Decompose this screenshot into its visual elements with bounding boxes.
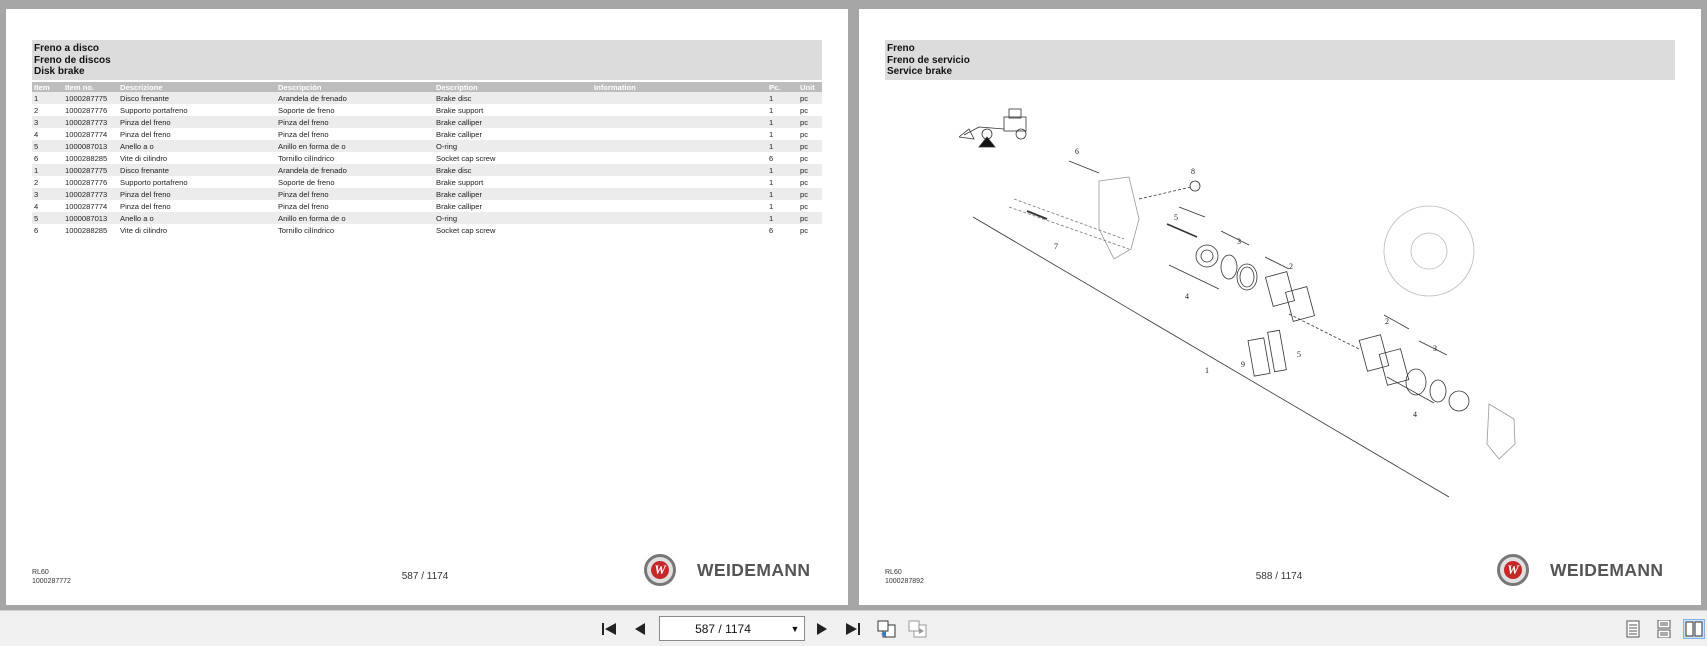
axle-line: [973, 217, 1449, 497]
cell-pc: 1: [767, 140, 798, 152]
cell-pc: 1: [767, 92, 798, 104]
cell-descrizione: Pinza del freno: [118, 188, 276, 200]
left-doc-no: 1000287772: [32, 578, 71, 585]
left-page: [6, 9, 848, 605]
table-row: [32, 176, 822, 188]
cell-description: Brake disc: [434, 164, 592, 176]
brand-wordmark: WEIDEMANN: [697, 560, 811, 580]
cell-description: Brake calliper: [434, 188, 592, 200]
cell-unit: pc: [798, 188, 822, 200]
table-row: [32, 128, 822, 140]
callout-9: 9: [1241, 360, 1245, 369]
cell-description: Brake support: [436, 105, 484, 115]
continuous-view-button[interactable]: [1653, 619, 1675, 639]
col-item-no: Item no.: [63, 82, 118, 92]
cell-descripcion: Soporte de freno: [278, 177, 335, 187]
cell-unit: pc: [800, 225, 809, 235]
callout-3b: 3: [1433, 344, 1437, 353]
cell-pc: 1: [769, 129, 774, 139]
cell-unit: pc: [798, 116, 822, 128]
right-doc-no: 1000287892: [885, 578, 924, 585]
cell-description: Socket cap screw: [436, 225, 496, 235]
right-title-en: Service brake: [887, 66, 953, 77]
cell-descrizione: Disco frenante: [118, 164, 276, 176]
cell-descripcion: Soporte de freno: [278, 105, 335, 115]
col-unit: Unit: [798, 82, 822, 92]
cell-descripcion: Anillo en forma de o: [276, 212, 434, 224]
left-title-es: Freno de discos: [34, 54, 111, 66]
callout-2: 2: [1289, 262, 1293, 271]
cell-descrizione: Supporto portafreno: [120, 105, 188, 115]
cell-descripcion: Arandela de frenado: [276, 92, 434, 104]
viewer-toolbar: [0, 610, 1707, 646]
table-row: [32, 140, 822, 152]
table-row: [32, 164, 822, 176]
first-page-button[interactable]: [598, 619, 620, 639]
cell-descrizione: Anello a o: [118, 140, 276, 152]
callout-1: 1: [1205, 366, 1209, 375]
cell-descrizione: Pinza del freno: [120, 129, 171, 139]
callout-7: 7: [1054, 242, 1058, 251]
col-descripcion: Descripción: [276, 82, 434, 92]
cell-item-no: 1000287775: [63, 164, 118, 176]
cell-descrizione: Vite di cilindro: [120, 225, 168, 235]
cell-descrizione: Supporto portafreno: [120, 177, 188, 187]
cell-descripcion: Pinza del freno: [276, 116, 434, 128]
cell-unit: pc: [800, 129, 809, 139]
table-row: [32, 188, 822, 200]
cell-pc: 1: [767, 212, 798, 224]
cell-descripcion: Pinza del freno: [278, 201, 329, 211]
page-number-input[interactable]: [659, 616, 805, 641]
weidemann-logo-icon: W: [1497, 554, 1529, 586]
cell-pc: 1: [769, 177, 774, 187]
cell-information: [592, 176, 767, 188]
cell-unit: pc: [800, 177, 809, 187]
right-page-number: 588 / 1174: [1255, 571, 1303, 582]
next-page-icon: [816, 622, 828, 636]
cell-descripcion: Pinza del freno: [276, 188, 434, 200]
cell-description: O-ring: [434, 212, 592, 224]
cell-pc: 1: [767, 116, 798, 128]
cell-descrizione: Pinza del freno: [120, 201, 171, 211]
cell-information: [592, 188, 767, 200]
cell-item: 2: [34, 105, 39, 115]
cell-item-no: 1000087013: [63, 140, 118, 152]
cell-description: Brake calliper: [436, 129, 483, 139]
location-marker-icon: [979, 137, 995, 147]
cell-item: 4: [34, 129, 39, 139]
brand-wordmark: WEIDEMANN: [1550, 560, 1664, 580]
single-page-view-icon: [1625, 620, 1641, 638]
cell-item-no: 1000287773: [63, 116, 118, 128]
cell-unit: pc: [800, 201, 809, 211]
cell-descrizione: Disco frenante: [118, 92, 276, 104]
table-row: [32, 116, 822, 128]
last-page-icon: [845, 622, 861, 636]
cell-item-no: 1000287775: [63, 92, 118, 104]
cell-descrizione: Anello a o: [118, 212, 276, 224]
callout-4: 4: [1185, 292, 1189, 301]
cell-unit: pc: [800, 105, 809, 115]
cell-item: 5: [32, 140, 63, 152]
cell-description: O-ring: [434, 140, 592, 152]
table-row: [32, 152, 822, 164]
cell-information: [592, 116, 767, 128]
right-model: RL60: [885, 569, 902, 576]
cell-descripcion: Tornillo cilíndrico: [278, 153, 335, 163]
table-row: [32, 104, 822, 116]
callout-5: 5: [1174, 213, 1178, 222]
cell-information: [592, 140, 767, 152]
cell-description: Brake support: [436, 177, 484, 187]
callout-5b: 5: [1297, 350, 1301, 359]
cell-information: [592, 212, 767, 224]
dropdown-caret-icon[interactable]: ▼: [790, 623, 800, 634]
cell-unit: pc: [800, 153, 809, 163]
first-page-icon: [601, 622, 617, 636]
two-page-view-icon: [1685, 621, 1703, 637]
cell-item: 6: [34, 153, 39, 163]
col-pc: Pc.: [767, 82, 798, 92]
right-footer-meta: [885, 568, 924, 586]
cell-item-no: 1000287774: [65, 201, 108, 211]
right-title-es: Freno de servicio: [887, 54, 970, 66]
cell-information: [592, 164, 767, 176]
wheel-loader-icon: [959, 109, 1026, 139]
cell-unit: pc: [798, 212, 822, 224]
cell-information: [592, 92, 767, 104]
cell-information: [592, 200, 767, 212]
brake-support-part: [1099, 177, 1139, 259]
cell-item: 2: [34, 177, 39, 187]
cell-item: 6: [34, 225, 39, 235]
cell-descrizione: Vite di cilindro: [120, 153, 168, 163]
col-description: Description: [434, 82, 592, 92]
single-page-view-button[interactable]: [1622, 619, 1644, 639]
next-view-button[interactable]: [907, 619, 929, 639]
cell-description: Brake calliper: [434, 116, 592, 128]
cell-information: [592, 128, 767, 140]
cell-item: 4: [34, 201, 39, 211]
cell-description: Brake calliper: [436, 201, 483, 211]
cell-descrizione: Pinza del freno: [118, 116, 276, 128]
cell-unit: pc: [798, 164, 822, 176]
right-title-block: [885, 40, 1675, 80]
left-footer-meta: [32, 568, 71, 586]
page-number-value: 587 / 1174: [695, 621, 751, 636]
right-title-it: Freno: [887, 43, 915, 54]
cell-item-no: 1000287776: [65, 105, 108, 115]
left-title-it: Freno a disco: [34, 43, 100, 54]
cell-pc: 1: [769, 201, 774, 211]
cell-item-no: 1000288285: [65, 225, 108, 235]
two-page-view-button[interactable]: [1683, 619, 1705, 639]
cell-pc: 6: [769, 153, 774, 163]
col-descrizione: Descrizione: [118, 82, 276, 92]
parts-table-header: [32, 82, 822, 92]
weidemann-logo-icon: W: [644, 554, 676, 586]
cell-description: Socket cap screw: [436, 153, 496, 163]
cell-unit: pc: [798, 92, 822, 104]
cell-item-no: 1000287773: [63, 188, 118, 200]
callout-4b: 4: [1413, 410, 1417, 419]
continuous-view-icon: [1656, 620, 1672, 638]
cell-description: Brake disc: [434, 92, 592, 104]
next-view-icon: [908, 620, 928, 638]
cell-item-no: 1000287774: [65, 129, 108, 139]
left-title-block: [32, 40, 822, 80]
cell-descripcion: Pinza del freno: [278, 129, 329, 139]
table-row: [32, 200, 822, 212]
col-information: Information: [592, 82, 767, 92]
cell-pc: 1: [767, 164, 798, 176]
callout-8: 8: [1191, 167, 1195, 176]
cell-item-no: 1000087013: [63, 212, 118, 224]
cell-item: 5: [32, 212, 63, 224]
right-brand-logo: [1497, 552, 1677, 588]
previous-view-icon: [877, 620, 897, 638]
table-row: [32, 92, 822, 104]
previous-page-icon: [634, 622, 646, 636]
cell-information: [592, 152, 767, 164]
cell-descripcion: Anillo en forma de o: [276, 140, 434, 152]
cell-pc: 1: [767, 188, 798, 200]
cell-pc: 6: [769, 225, 774, 235]
cell-item: 1: [32, 92, 63, 104]
last-page-button[interactable]: [842, 619, 864, 639]
callout-6: 6: [1075, 147, 1079, 156]
next-page-button[interactable]: [811, 619, 833, 639]
cell-descripcion: Arandela de frenado: [276, 164, 434, 176]
left-model: RL60: [32, 569, 49, 576]
cell-item: 3: [32, 188, 63, 200]
left-page-number: 587 / 1174: [401, 571, 449, 582]
previous-view-button[interactable]: [876, 619, 898, 639]
cell-unit: pc: [798, 140, 822, 152]
cell-information: [592, 224, 767, 236]
col-item: Item: [32, 82, 63, 92]
cell-item: 3: [32, 116, 63, 128]
parts-table: [32, 82, 822, 236]
table-row: [32, 212, 822, 224]
exploded-brake-drawing: [959, 99, 1559, 549]
cell-information: [592, 104, 767, 116]
cell-item-no: 1000287776: [65, 177, 108, 187]
cell-item: 1: [32, 164, 63, 176]
table-row: [32, 224, 822, 236]
callout-2b: 2: [1385, 317, 1389, 326]
left-title-en: Disk brake: [34, 66, 85, 77]
cell-item-no: 1000288285: [65, 153, 108, 163]
left-brand-logo: [644, 552, 824, 588]
cell-pc: 1: [769, 105, 774, 115]
previous-page-button[interactable]: [629, 619, 651, 639]
right-page: [859, 9, 1701, 605]
cell-descripcion: Tornillo cilíndrico: [278, 225, 335, 235]
callout-3: 3: [1237, 237, 1241, 246]
